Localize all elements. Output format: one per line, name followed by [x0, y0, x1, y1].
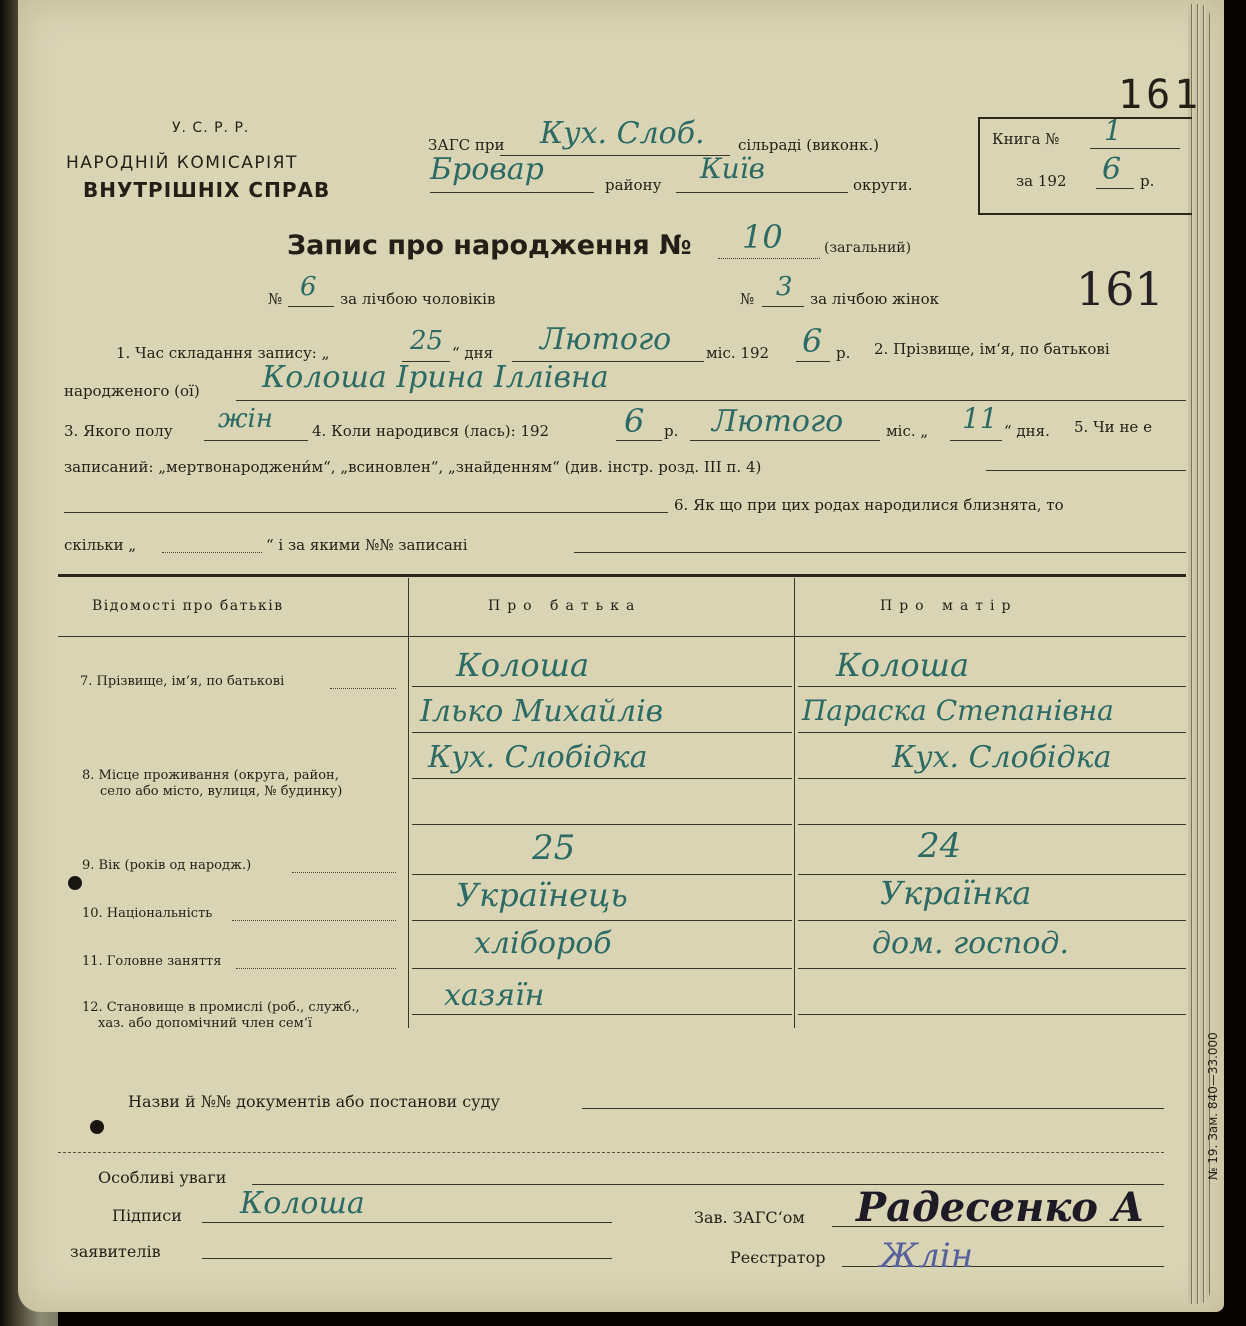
men-count-value: 6: [300, 272, 317, 302]
record-general-label: (загальний): [824, 240, 912, 256]
how-many-label: скільки „: [64, 536, 137, 554]
when-day-value: 11: [962, 402, 998, 435]
recorded-label: записаний: „мертвонароджени́м“, „всиновлен“, „знайденням“ (див. інстр. розд. III п. 4): [64, 458, 762, 476]
row-nationality-label: 10. Національність: [82, 906, 213, 921]
when-month-value: Лютого: [712, 404, 844, 439]
sex-value: жін: [218, 404, 273, 434]
book-year-suffix: р.: [1140, 172, 1155, 190]
mother-name: Параска Степанівна: [802, 694, 1114, 727]
book-year-label: за 192: [1016, 172, 1067, 190]
zags-value: Кух. Слоб.: [540, 116, 705, 151]
registrar-label: Реєстратор: [730, 1248, 826, 1267]
father-status: хазяїн: [444, 978, 545, 1013]
question-6-label: 6. Як що при цих родах народилися близнята, то: [674, 496, 1064, 514]
women-count-label: за лічбою жінок: [810, 290, 940, 308]
row-occupation-label: 11. Головне заняття: [82, 954, 222, 969]
silradi-label: сільраді (виконк.): [738, 136, 879, 154]
question-5-label: 5. Чи не е: [1074, 418, 1152, 436]
margin-mark: 161: [1076, 262, 1164, 316]
record-day-value: 25: [410, 326, 444, 356]
time-label: 1. Час складання запису: „: [116, 344, 330, 362]
sex-label: 3. Якого полу: [64, 422, 173, 440]
mother-surname: Колоша: [836, 646, 970, 684]
documents-label: Назви й №№ документів або постанови суду: [128, 1092, 500, 1111]
row-residence-label-2: село або місто, вулиця, № будинку): [100, 784, 343, 799]
born-name-value: Колоша Ірина Іллівна: [262, 360, 609, 395]
mother-residence: Кух. Слобідка: [892, 740, 1112, 775]
internal-affairs-label: ВНУТРІШНІХ СПРАВ: [83, 178, 331, 202]
women-count-value: 3: [776, 272, 793, 302]
print-note: № 19. Зам. 840—33.000: [1206, 1032, 1220, 1180]
when-r-label: р.: [664, 422, 679, 440]
father-age: 25: [532, 828, 576, 868]
when-mis-label: міс. „: [886, 422, 929, 440]
born-label: народженого (ої): [64, 382, 200, 400]
mother-occupation: дом. господ.: [872, 926, 1069, 961]
book-value: 1: [1104, 114, 1122, 147]
signatures-label: Підписи: [112, 1206, 182, 1225]
row-status-label-2: хаз. або допомічний член сем‘ї: [98, 1016, 313, 1031]
registrar-signature: Жлін: [880, 1236, 974, 1276]
father-name: Ілько Михайлів: [420, 694, 664, 729]
punch-hole-bottom: [90, 1120, 104, 1134]
okrugy-label: округи.: [853, 176, 913, 194]
book-year-value: 6: [1102, 152, 1122, 187]
ussr-label: У. С. Р. Р.: [172, 120, 250, 136]
record-month-label: міс. 192: [706, 344, 770, 362]
book-label: Книга №: [992, 130, 1060, 148]
raion-value: Бровар: [430, 152, 544, 187]
okrug-value: Київ: [700, 152, 765, 185]
father-residence: Кух. Слобідка: [428, 740, 648, 775]
zags-label: ЗАГС при: [428, 136, 505, 154]
father-occupation: хлібороб: [474, 926, 612, 961]
head-label: Зав. ЗАГС‘ом: [694, 1208, 805, 1227]
row-age-label: 9. Вік (років од народж.): [82, 858, 252, 873]
applicant-signature: Колоша: [240, 1186, 365, 1221]
table-head-info: Відомості про батьків: [92, 598, 284, 614]
record-number: 10: [742, 218, 783, 256]
table-head-mother: Про матір: [880, 598, 1018, 614]
mother-age: 24: [918, 826, 962, 866]
when-label: 4. Коли народився (лась): 192: [312, 422, 550, 440]
father-nationality: Українець: [456, 876, 628, 914]
special-label: Особливі уваги: [98, 1168, 227, 1187]
head-signature: Радесенко А: [856, 1184, 1145, 1231]
surname-label: 2. Прізвище, ім‘я, по батькові: [874, 340, 1110, 358]
punch-hole-top: [68, 876, 82, 890]
father-surname: Колоша: [456, 646, 590, 684]
when-year-value: 6: [624, 402, 645, 440]
record-month-value: Лютого: [540, 322, 672, 357]
commissariat-label: НАРОДНІЙ КОМІСАРІЯТ: [66, 153, 298, 173]
record-year-value: 6: [802, 322, 823, 360]
applicants-label: заявителів: [70, 1242, 161, 1261]
women-count-no: №: [740, 290, 755, 308]
mother-nationality: Українка: [880, 874, 1032, 912]
when-day-label: “ дня.: [1004, 422, 1050, 440]
record-year-suffix: р.: [836, 344, 851, 362]
row-name-label: 7. Прізвище, ім‘я, по батькові: [80, 674, 285, 689]
record-title: Запис про народження №: [287, 230, 692, 261]
row-status-label-1: 12. Становище в промислі (роб., служб.,: [82, 1000, 360, 1015]
row-residence-label-1: 8. Місце проживання (округа, район,: [82, 768, 339, 783]
men-count-label: за лічбою чоловіків: [340, 290, 496, 308]
table-head-father: Про батька: [488, 598, 642, 614]
raionu-label: району: [605, 176, 662, 194]
page-number: 161: [1118, 72, 1203, 118]
which-recorded-label: “ і за якими №№ записані: [266, 536, 468, 554]
men-count-no: №: [268, 290, 283, 308]
record-day-label: “ дня: [452, 344, 494, 362]
